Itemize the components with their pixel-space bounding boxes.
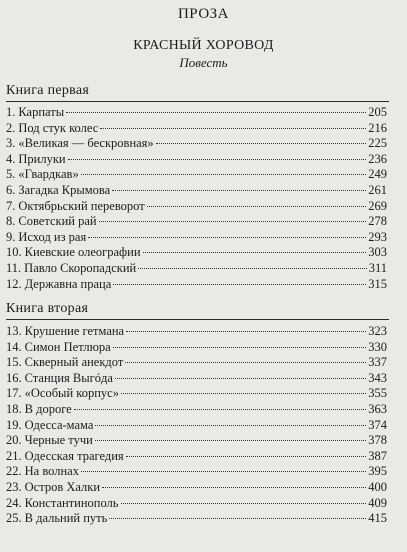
entry-page: 378 <box>368 433 387 448</box>
book-one-toc <box>6 105 387 292</box>
dot-leader <box>126 331 366 332</box>
dot-leader <box>99 221 367 222</box>
dot-leader <box>125 362 366 363</box>
entry-page: 415 <box>368 511 387 526</box>
entry-title: Симон Петлюра <box>24 339 111 354</box>
dot-leader <box>112 190 366 191</box>
entry-number: 6. <box>6 182 16 197</box>
toc-entry <box>6 449 387 465</box>
toc-entry <box>6 277 387 293</box>
dot-leader <box>66 112 366 113</box>
dot-leader <box>143 252 367 253</box>
entry-title: Карпаты <box>18 105 65 119</box>
entry-number: 21. <box>6 448 22 463</box>
entry-title: Загадка Крымова <box>18 182 111 197</box>
entry-page: 323 <box>368 324 387 338</box>
entry-page: 236 <box>368 151 387 166</box>
entry-number: 16. <box>6 370 22 385</box>
entry-number: 7. <box>6 198 16 213</box>
toc-entry <box>6 121 387 137</box>
toc-entry <box>6 152 387 168</box>
toc-entry <box>6 418 387 434</box>
toc-entry <box>6 433 387 449</box>
entry-number: 23. <box>6 479 22 494</box>
entry-number: 17. <box>6 386 22 401</box>
toc-entry <box>6 167 387 183</box>
entry-number: 19. <box>6 417 22 432</box>
entry-page: 225 <box>368 136 387 151</box>
toc-entry <box>6 105 387 121</box>
entry-number: 15. <box>6 355 22 370</box>
entry-page: 261 <box>368 182 387 197</box>
entry-page: 374 <box>368 417 387 432</box>
entry-number: 18. <box>6 401 22 416</box>
entry-number: 12. <box>6 276 22 291</box>
entry-title: Октябрьский переворот <box>18 198 145 213</box>
toc-entry <box>6 371 387 387</box>
entry-page: 409 <box>368 495 387 510</box>
dot-leader <box>126 456 367 457</box>
entry-title: Под стук колес <box>18 120 99 135</box>
toc-entry <box>6 183 387 199</box>
book-two-heading: Книга вторая <box>6 301 89 316</box>
toc-entry <box>6 245 387 261</box>
toc-entry <box>6 480 387 496</box>
toc-entry <box>6 402 387 418</box>
entry-title: Прилуки <box>18 151 66 166</box>
dot-leader <box>95 425 366 426</box>
entry-number: 5. <box>6 167 16 182</box>
entry-title: «Особый корпус» <box>24 386 119 401</box>
toc-entry <box>6 136 387 152</box>
dot-leader <box>113 347 367 348</box>
entry-number: 20. <box>6 433 22 448</box>
entry-title: Одесса-мама <box>24 417 94 432</box>
entry-title: Станция Выгóда <box>24 370 113 385</box>
entry-number: 9. <box>6 229 16 244</box>
entry-title: Одесская трагедия <box>24 448 124 463</box>
dot-leader <box>109 518 366 519</box>
entry-number: 4. <box>6 151 16 166</box>
dot-leader <box>138 268 366 269</box>
entry-title: В дальний путь <box>24 511 108 526</box>
entry-number: 3. <box>6 136 16 151</box>
entry-page: 278 <box>368 214 387 229</box>
entry-page: 216 <box>368 120 387 135</box>
entry-title: Киевские олеографии <box>24 245 141 260</box>
work-subtitle: Повесть <box>179 55 228 70</box>
dot-leader <box>115 378 366 379</box>
entry-page: 337 <box>368 355 387 370</box>
entry-page: 205 <box>368 105 387 119</box>
entry-title: Скверный анекдот <box>24 355 124 370</box>
entry-page: 343 <box>368 370 387 385</box>
entry-page: 400 <box>368 479 387 494</box>
entry-page: 315 <box>368 276 387 291</box>
entry-title: Константинополь <box>24 495 119 510</box>
divider <box>6 101 389 102</box>
toc-entry <box>6 324 387 340</box>
entry-page: 293 <box>368 229 387 244</box>
entry-page: 363 <box>368 401 387 416</box>
dot-leader <box>121 393 366 394</box>
entry-title: Державна праца <box>24 276 112 291</box>
entry-title: Черные тучи <box>24 433 93 448</box>
section-heading: ПРОЗА <box>177 6 230 22</box>
toc-entry <box>6 496 387 512</box>
entry-number: 25. <box>6 511 22 526</box>
dot-leader <box>100 128 366 129</box>
book-one-heading: Книга первая <box>6 83 90 98</box>
entry-number: 14. <box>6 339 22 354</box>
dot-leader <box>102 487 366 488</box>
toc-entry <box>6 355 387 371</box>
entry-number: 22. <box>6 464 22 479</box>
entry-title: В дороге <box>24 401 72 416</box>
dot-leader <box>121 503 367 504</box>
dot-leader <box>88 237 366 238</box>
dot-leader <box>156 143 367 144</box>
toc-entry <box>6 261 387 277</box>
entry-page: 311 <box>368 260 387 275</box>
dot-leader <box>147 206 367 207</box>
entry-title: На волнах <box>24 464 79 479</box>
entry-title: «Гвардкав» <box>18 167 79 182</box>
entry-title: Крушение гетмана <box>24 324 125 338</box>
entry-title: «Великая — бескровная» <box>18 136 154 151</box>
entry-page: 249 <box>368 167 387 182</box>
entry-number: 10. <box>6 245 22 260</box>
entry-page: 395 <box>368 464 387 479</box>
entry-title: Остров Халки <box>24 479 101 494</box>
entry-number: 24. <box>6 495 22 510</box>
divider <box>6 319 389 320</box>
toc-entry <box>6 230 387 246</box>
toc-entry <box>6 214 387 230</box>
dot-leader <box>95 440 366 441</box>
toc-entry <box>6 386 387 402</box>
dot-leader <box>74 409 367 410</box>
entry-number: 13. <box>6 324 22 338</box>
entry-page: 330 <box>368 339 387 354</box>
work-title: КРАСНЫЙ ХОРОВОД <box>133 38 274 53</box>
dot-leader <box>81 174 367 175</box>
dot-leader <box>113 284 366 285</box>
entry-number: 1. <box>6 105 16 119</box>
entry-page: 269 <box>368 198 387 213</box>
toc-entry <box>6 199 387 215</box>
entry-title: Исход из рая <box>18 229 87 244</box>
toc-entry <box>6 464 387 480</box>
entry-page: 387 <box>368 448 387 463</box>
dot-leader <box>81 471 366 472</box>
entry-page: 303 <box>368 245 387 260</box>
toc-entry <box>6 340 387 356</box>
dot-leader <box>68 159 367 160</box>
entry-number: 2. <box>6 120 16 135</box>
entry-number: 11. <box>6 260 22 275</box>
entry-number: 8. <box>6 214 16 229</box>
book-two-toc <box>6 324 387 527</box>
entry-page: 355 <box>368 386 387 401</box>
entry-title: Павло Скоропадский <box>24 260 137 275</box>
toc-entry <box>6 511 387 527</box>
entry-title: Советский рай <box>18 214 97 229</box>
